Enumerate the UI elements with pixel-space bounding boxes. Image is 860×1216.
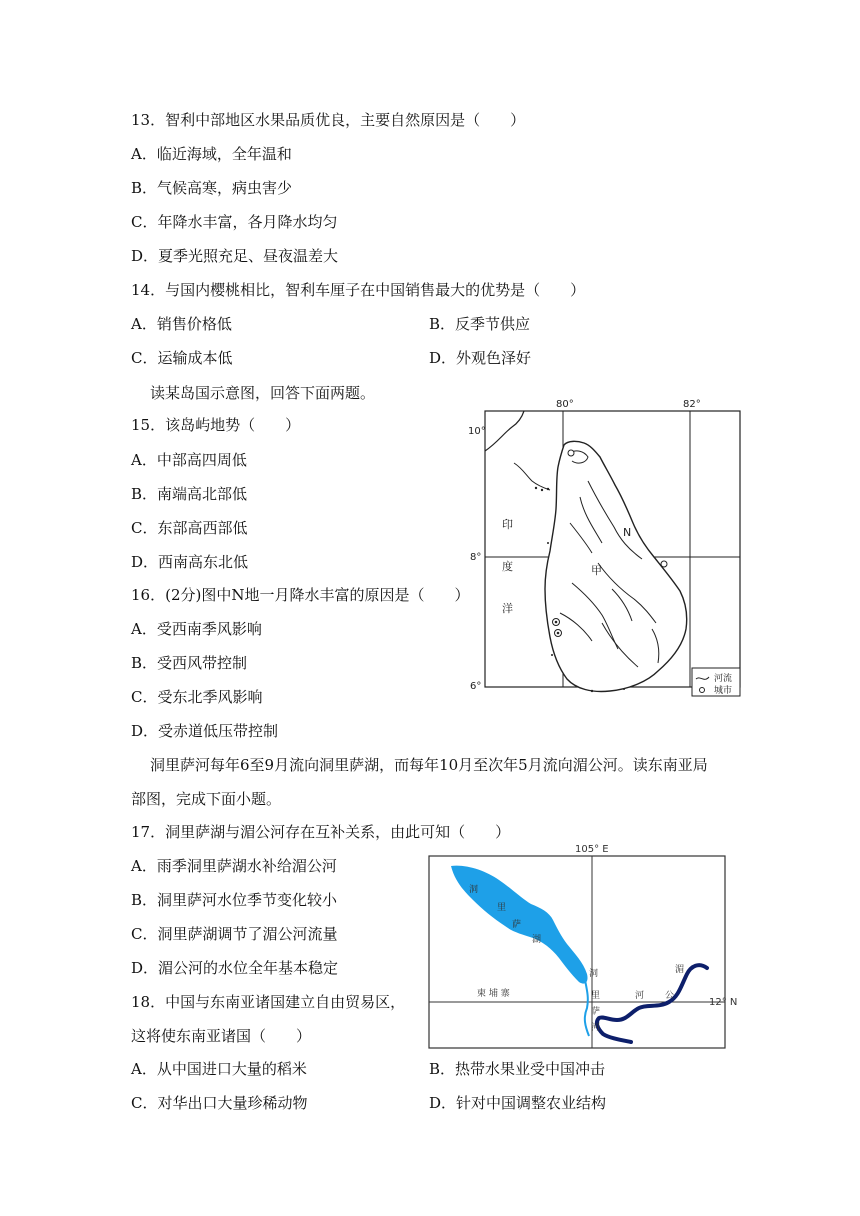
q18-option-a[interactable]: A．从中国进口大量的稻米	[131, 1060, 307, 1078]
ocean-label-2: 度	[502, 560, 513, 573]
legend-city-label: 城市	[714, 686, 733, 696]
point-jia-label: 甲	[591, 564, 602, 577]
mekong-river	[597, 965, 707, 1042]
tonle-map	[425, 840, 747, 1052]
q15-stem: 15．该岛屿地势（ ）	[131, 416, 301, 434]
q15-option-d[interactable]: D．西南高东北低	[131, 553, 249, 571]
intro-tonle-line1: 洞里萨河每年6至9月流向洞里萨湖，而每年10月至次年5月流向湄公河。读东南亚局	[150, 756, 708, 774]
q13-stem: 13．智利中部地区水果品质优良，主要自然原因是（ ）	[131, 111, 526, 129]
q17-option-a[interactable]: A．雨季洞里萨湖水补给湄公河	[131, 857, 337, 875]
river-label-2: 里	[591, 991, 601, 1001]
q14-option-d[interactable]: D．外观色泽好	[429, 349, 532, 367]
q14-option-a[interactable]: A．销售价格低	[131, 315, 232, 333]
q17-stem: 17．洞里萨湖与湄公河存在互补关系，由此可知（ ）	[131, 823, 511, 841]
lon-82-label: 82°	[683, 399, 701, 410]
q13-option-b[interactable]: B．气候高寒，病虫害少	[131, 179, 293, 197]
q18-stem-line1: 18．中国与东南亚诸国建立自由贸易区，	[131, 993, 406, 1011]
mekong-label-3: 河	[635, 991, 645, 1001]
q18-option-b[interactable]: B．热带水果业受中国冲击	[429, 1060, 606, 1078]
q13-option-a[interactable]: A．临近海域，全年温和	[131, 145, 292, 163]
intro-tonle-line2: 部图，完成下面小题。	[131, 790, 282, 808]
q17-option-d[interactable]: D．湄公河的水位全年基本稳定	[131, 959, 339, 977]
q14-option-c[interactable]: C．运输成本低	[131, 349, 233, 367]
q18-option-c[interactable]: C．对华出口大量珍稀动物	[131, 1094, 308, 1112]
q16-option-a[interactable]: A．受西南季风影响	[131, 620, 262, 638]
lat-10-label: 10°	[468, 426, 486, 437]
q13-option-c[interactable]: C．年降水丰富，各月降水均匀	[131, 213, 338, 231]
river-label-4: 河	[591, 1023, 601, 1033]
q16-option-d[interactable]: D．受赤道低压带控制	[131, 722, 279, 740]
q18-option-d[interactable]: D．针对中国调整农业结构	[429, 1094, 607, 1112]
tonle-sap-river	[585, 980, 589, 1036]
lake-label-3: 萨	[512, 920, 522, 930]
q17-option-b[interactable]: B．洞里萨河水位季节变化较小	[131, 891, 338, 909]
ocean-label-1: 印	[502, 518, 513, 531]
mekong-label-1: 湄	[675, 965, 685, 975]
lake-label-4: 湖	[532, 935, 542, 945]
point-N-label: N	[623, 526, 632, 539]
island-map	[452, 393, 744, 699]
q16-option-c[interactable]: C．受东北季风影响	[131, 688, 263, 706]
q15-option-b[interactable]: B．南端高北部低	[131, 485, 248, 503]
q15-option-c[interactable]: C．东部高西部低	[131, 519, 248, 537]
lon-105-label: 105° E	[575, 844, 609, 855]
lake-label-2: 里	[497, 903, 507, 913]
q17-option-c[interactable]: C．洞里萨湖调节了湄公河流量	[131, 925, 338, 943]
river-label-1: 洞	[589, 969, 599, 979]
cambodia-label: 柬 埔 寨	[477, 989, 510, 999]
lon-80-label: 80°	[556, 399, 574, 410]
q18-stem-line2: 这将使东南亚诸国（ ）	[131, 1027, 312, 1045]
shoal-line	[514, 463, 550, 490]
lat-6-label: 6°	[470, 681, 482, 692]
ocean-label-3: 洋	[502, 602, 513, 615]
q16-stem: 16．(2分)图中N地一月降水丰富的原因是（ ）	[131, 586, 470, 604]
lat-8-label: 8°	[470, 552, 482, 563]
india-coast	[485, 411, 524, 451]
q13-option-d[interactable]: D．夏季光照充足、昼夜温差大	[131, 247, 339, 265]
intro-island: 读某岛国示意图，回答下面两题。	[150, 384, 376, 402]
q14-option-b[interactable]: B．反季节供应	[429, 315, 531, 333]
river-label-3: 萨	[591, 1007, 601, 1017]
lat-12-label: 12° N	[709, 997, 738, 1008]
mekong-label-2: 公	[665, 991, 675, 1001]
q15-option-a[interactable]: A．中部高四周低	[131, 451, 247, 469]
q14-stem: 14．与国内樱桃相比，智利车厘子在中国销售最大的优势是（ ）	[131, 281, 586, 299]
lake-label-1: 洞	[469, 885, 479, 895]
q16-option-b[interactable]: B．受西风带控制	[131, 654, 248, 672]
legend-river-label: 河流	[714, 674, 733, 684]
island-map-legend	[692, 668, 740, 696]
city-legend-icon	[700, 688, 705, 693]
